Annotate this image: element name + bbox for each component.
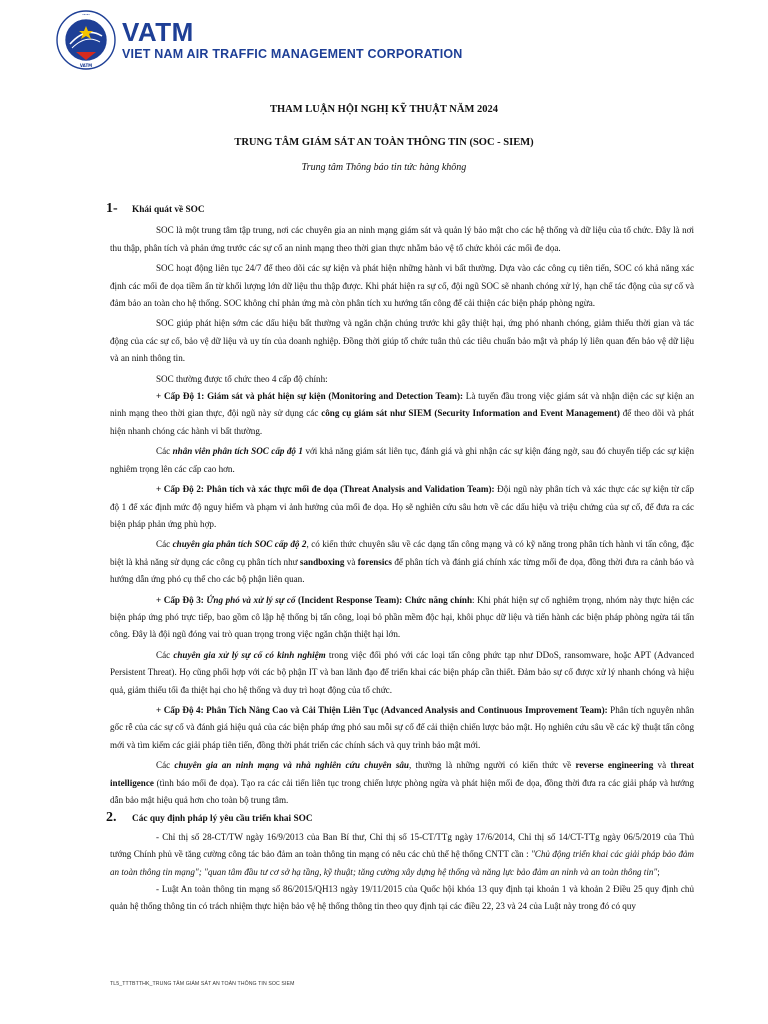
paragraph: SOC thường được tổ chức theo 4 cấp độ chính: xyxy=(156,373,328,384)
emphasis: chuyên gia xử lý sự cố có kinh nghiệm xyxy=(173,649,326,660)
paragraph xyxy=(110,829,694,881)
text-run: : Khi phát hiện sự cố nghiêm trọng, nhóm này thực hiện các biện pháp ứng phó trực tiếp, bao gồm cô lập hệ thống bị tấn công, loại bỏ phần mềm độc hại, khôi phục dữ liệu và tiến hành các biện pháp phòng ngừa tái tấn công. Đây là đội ngũ đóng vai trò quan trọng trong việc ngăn chặn thiệt hại lớn. xyxy=(110,594,694,640)
text-run: (tình báo mối đe dọa). Tạo ra các cải tiến liên tục trong chiến lược phòng ngừa và phát hiện mối đe dọa, đồng thời đưa ra các giải pháp và hướng dẫn bảo mật hiệu quả hơn cho toàn bộ trung tâm. xyxy=(110,777,694,805)
brand-block xyxy=(122,16,463,62)
emphasis: reverse engineering xyxy=(575,760,654,771)
paragraph: SOC là một trung tâm tập trung, nơi các chuyên gia an ninh mạng giám sát và quản lý bảo mật cho các hệ thống và dữ liệu của tổ chức. Đây là nơi thu thập, phân tích và phản ứng trước các sự cố an ninh mạng theo thời gian thực nhằm bảo vệ tổ chức khỏi các mối đe dọa. xyxy=(110,225,694,253)
level-3-heading: + Cấp Độ 3: xyxy=(156,594,207,605)
text-run: và xyxy=(653,760,671,771)
logo-bottom-text: VATM xyxy=(79,63,93,68)
emphasis: Ứng phó và xử lý sự cố xyxy=(206,594,296,605)
section-heading xyxy=(106,200,694,219)
level-4-paragraph xyxy=(110,702,694,754)
text-run: ; xyxy=(657,866,660,877)
text-run: Các xyxy=(156,649,174,660)
level-1-detail xyxy=(110,443,694,478)
level-1-paragraph xyxy=(110,388,694,440)
text-run: Phân tích nguyên nhân gốc rễ của các sự cố và đánh giá hiệu quả của các biện pháp ứng phó sau mỗi sự cố để cải thiện chiến lược bảo mật. Họ nghiên cứu sâu về các kỹ thuật tấn công mới và tìm kiếm các giải pháp tiên tiến, đồng thời phát triển các chính sách và quy trình bảo mật mới. xyxy=(110,704,695,750)
page-footer: TL5_TTTBTTHK_TRUNG TÂM GIÁM SÁT AN TOÀN THÔNG TIN SOC SIEM xyxy=(110,981,295,987)
text-run: Các xyxy=(156,446,173,457)
emphasis: threat intelligence xyxy=(110,760,694,788)
level-3-detail xyxy=(110,647,694,699)
vatm-logo xyxy=(56,10,116,70)
text-run: để phân tích và đánh giá chính xác từng mối đe dọa, đồng thời đưa ra cảnh báo và hướng dẫn ứng phó cụ thể cho các bộ phận liên quan. xyxy=(110,556,694,585)
level-4-heading: + Cấp Độ 4: Phân Tích Nâng Cao và Cải Thiện Liên Tục (Advanced Analysis and Continuous Improvement Team): xyxy=(156,704,608,715)
section-title: Khái quát về SOC xyxy=(132,205,205,215)
document-body xyxy=(106,200,695,916)
emphasis: forensics xyxy=(357,556,392,567)
level-2-heading: + Cấp Độ 2: Phân tích và xác thực mối đe dọa (Threat Analysis and Validation Team): xyxy=(156,484,495,495)
section-heading xyxy=(106,809,694,828)
doc-subtitle: Trung tâm Thông báo tin tức hàng không xyxy=(301,162,467,173)
text-run: và xyxy=(344,556,358,567)
level-2-detail xyxy=(110,536,694,588)
doc-title: THAM LUẬN HỘI NGHỊ KỸ THUẬT NĂM 2024 xyxy=(269,104,498,115)
paragraph: SOC giúp phát hiện sớm các dấu hiệu bất thường và ngăn chặn chúng trước khi gây thiệt hại, ứng phó nhanh chóng, giảm thiểu thời gian và tác động của các sự cố, bảo vệ dữ liệu và uy tín của doanh nghiệp. Đồng thời giúp tổ chức tuân thủ các tiêu chuẩn bảo mật và pháp lý liên quan đến bảo vệ dữ liệu và an ninh thông tin. xyxy=(110,318,694,364)
section-number: 2. xyxy=(106,810,117,826)
level-1-heading: + Cấp Độ 1: Giám sát và phát hiện sự kiện (Monitoring and Detection Team): xyxy=(156,391,464,402)
text-run: Đội ngũ này phân tích và xác thực các sự kiện từ cấp độ 1 để xác định mức độ nguy hiểm và phạm vi ảnh hưởng của mối đe dọa. Họ sẽ nghiên cứu sâu hơn về các dấu hiệu và triệu chứng của sự cố, để đưa ra các biện pháp phản ứng phù hợp. xyxy=(110,484,695,529)
paragraph: - Luật An toàn thông tin mạng số 86/2015/QH13 ngày 19/11/2015 của Quốc hội khóa 13 quy định tại khoản 1 và khoản 2 Điều 25 quy định chủ quản hệ thống thông tin có trách nhiệm thực hiện bảo vệ hệ thống thông tin theo quy định tại các điều 22, 23 và 24 của Luật này trong đó có quy xyxy=(110,884,694,912)
header xyxy=(56,10,463,70)
level-2-paragraph xyxy=(110,481,694,533)
title-block xyxy=(0,104,768,173)
text-run: Là tuyến đầu trong việc giám sát và nhận diện các sự kiện an ninh mạng theo thời gian thực, đội ngũ này sử dụng các xyxy=(110,391,694,419)
quote: "Chủ động triển khai các giải pháp bảo đảm an toàn thông tin mạng"; "quan tâm đầu tư cơ sở hạ tầng, kỹ thuật; tăng cường xây dựng hệ thống và năng lực bảo đảm an ninh và an toàn thông tin" xyxy=(110,849,694,877)
emphasis: công cụ giám sát như SIEM (Security Information and Event Management) xyxy=(321,408,620,419)
text-run: trong việc đối phó với các loại tấn công phức tạp như DDoS, ransomware, hoặc APT (Advanced Persistent Threat). Họ cũng phối hợp với các bộ phận IT và ban lãnh đạo để triển khai các biện pháp cần thiết. Đảm bảo sự cố được xử lý nhanh chóng và hiệu quả, giảm thiểu tối đa thiệt hại cho hệ thống và duy trì hoạt động của tổ chức. xyxy=(110,649,694,695)
emphasis: chuyên gia phân tích SOC cấp độ 2 xyxy=(172,539,307,550)
text-run: , thường là những người có kiến thức về xyxy=(408,760,576,771)
paragraph: SOC hoạt động liên tục 24/7 để theo dõi các sự kiện và phát hiện những hành vi bất thường. Dựa vào các công cụ tiên tiến, SOC có khả năng xác định các mối đe dọa tiềm ẩn từ khối lượng lớn dữ liệu thu thập được. Khi phát hiện ra sự cố, đội ngũ SOC sẽ nhanh chóng xử lý, hạn chế tác động của sự cố và đảm bảo an toàn cho hệ thống. SOC không chỉ phản ứng mà còn phân tích xu hướng tấn công để cải thiện các biện pháp phòng ngừa. xyxy=(110,263,694,309)
section-title: Các quy định pháp lý yêu cầu triển khai SOC xyxy=(132,814,313,825)
text-run: Các xyxy=(156,760,175,771)
logo-seal-icon xyxy=(56,10,116,70)
emphasis: sandboxing xyxy=(299,556,345,567)
emphasis: nhân viên phân tích SOC cấp độ 1 xyxy=(172,446,303,457)
brand-subtitle: VIET NAM AIR TRAFFIC MANAGEMENT CORPORATION xyxy=(122,46,463,61)
level-3-heading-tail: (Incident Response Team): Chức năng chính xyxy=(295,594,473,605)
text-run: để theo dõi và phát hiện nhanh chóng các hành vi bất thường. xyxy=(110,408,694,436)
emphasis: chuyên gia an ninh mạng và nhà nghiên cứu chuyên sâu xyxy=(174,760,409,771)
doc-heading: TRUNG TÂM GIÁM SÁT AN TOÀN THÔNG TIN (SOC - SIEM) xyxy=(234,137,534,148)
level-4-detail xyxy=(110,757,694,809)
section-number: 1- xyxy=(106,201,118,216)
text-run: - Chỉ thị số 28-CT/TW ngày 16/9/2013 của Ban Bí thư, Chỉ thị số 15-CT/TTg ngày 17/6/2014, Chỉ thị số 14/CT-TTg ngày 06/5/2019 của Thủ tướng Chính phủ về tăng cường công tác bảo đảm an toàn thông tin mạng có nêu các chủ thể hệ thống CNTT cần : xyxy=(110,831,694,860)
text-run: , có kiến thức chuyên sâu về các dạng tấn công mạng và có kỹ năng trong phân tích hành vi tấn công, đặc biệt là khả năng sử dụng các công cụ phân tích như xyxy=(110,539,694,567)
logo-ring-text: ····· xyxy=(82,12,90,17)
level-3-paragraph xyxy=(110,592,694,644)
brand-name: VATM xyxy=(122,16,194,47)
text-run: Các xyxy=(156,539,173,550)
text-run: với khả năng giám sát liên tục, đánh giá và ghi nhận các sự kiện đáng ngờ, sau đó chuyển tiếp các sự kiện nghiêm trọng lên các cấp cao hơn. xyxy=(110,446,694,474)
